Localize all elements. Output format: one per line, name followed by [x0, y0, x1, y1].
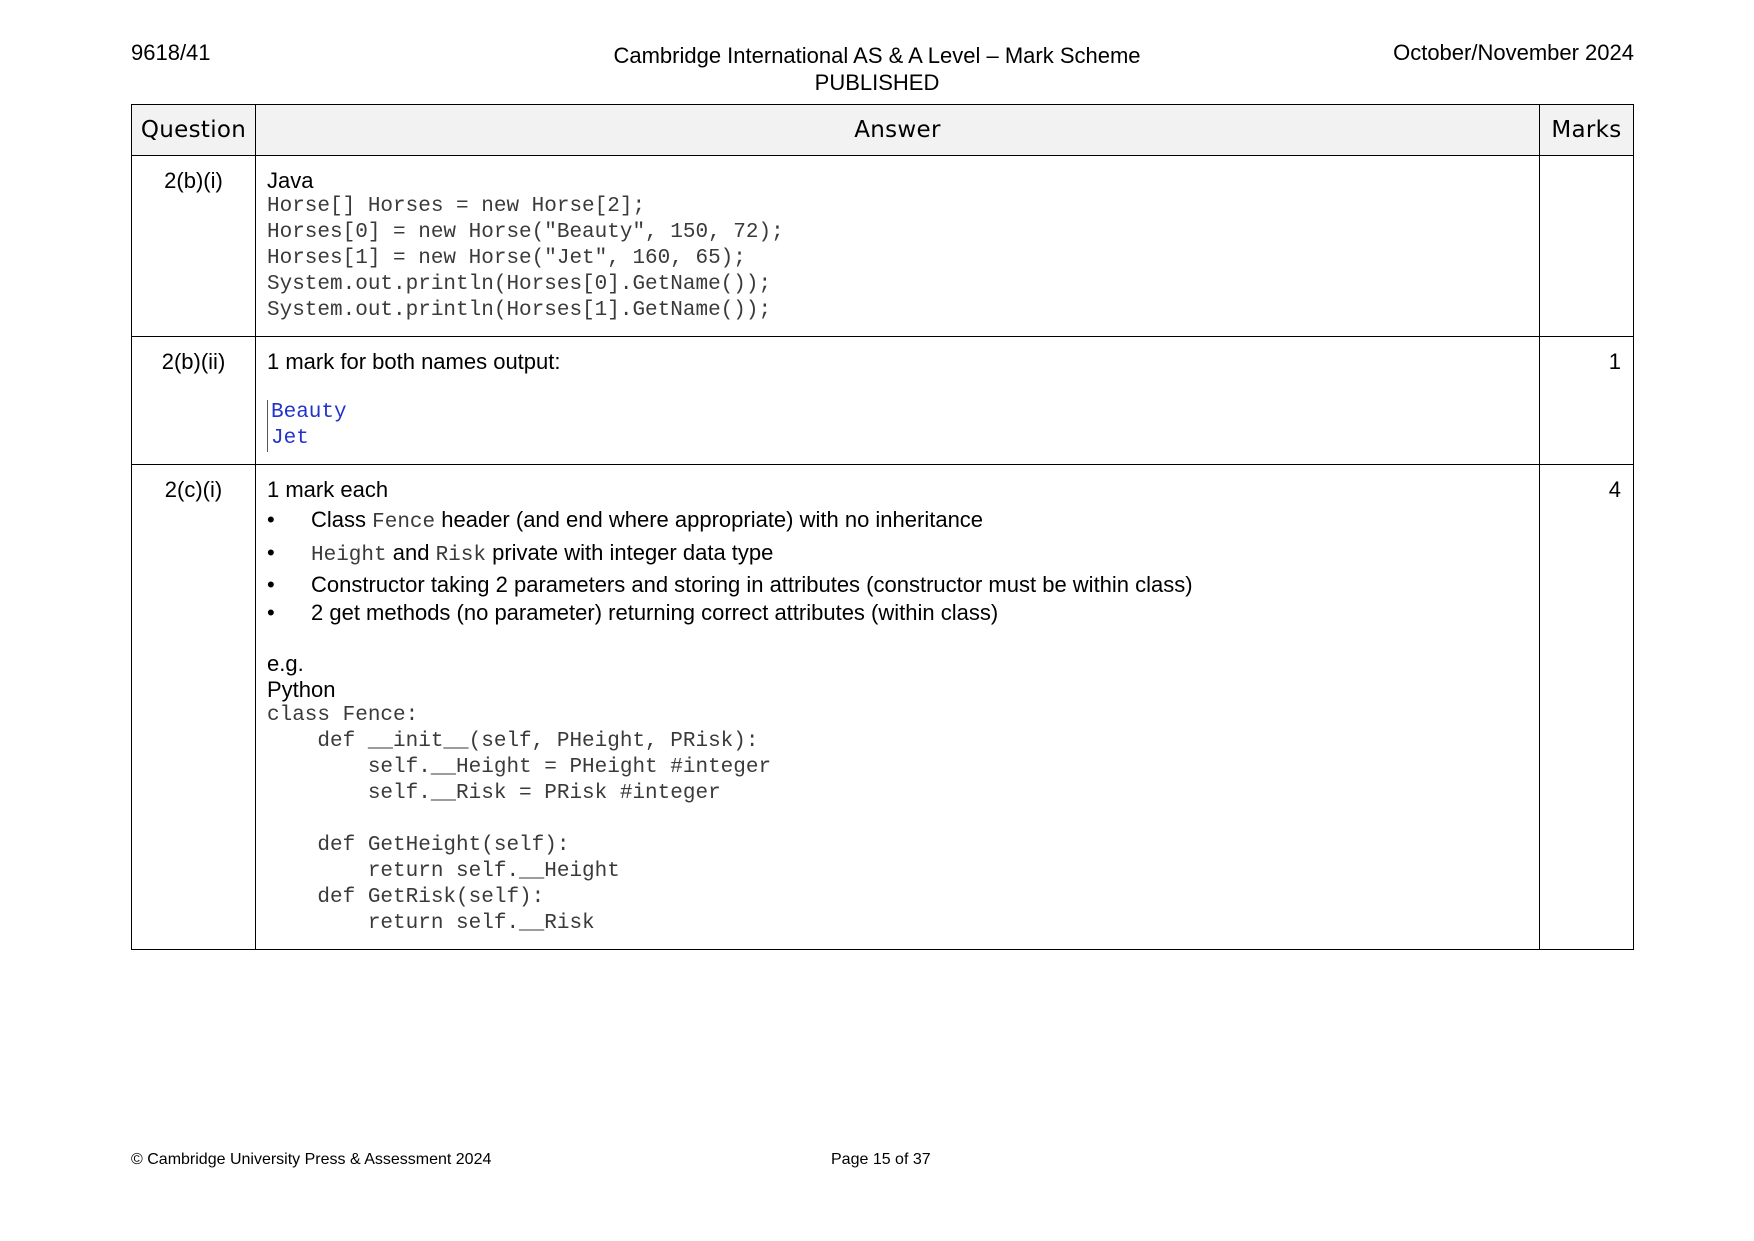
language-label: Python — [267, 677, 336, 702]
answer-cell — [256, 156, 1540, 337]
bullet-text: and — [386, 540, 436, 565]
code-line: def __init__(self, PHeight, PRisk): — [267, 730, 759, 753]
copyright-notice: © Cambridge University Press & Assessment 2024 — [131, 1151, 492, 1168]
code-line: Horse[] Horses = new Horse[2]; — [267, 195, 646, 218]
code-block — [267, 703, 1528, 937]
expected-output — [267, 400, 347, 452]
answer-column-header: Answer — [256, 105, 1540, 156]
bullet-text: header (and end where appropriate) with no inheritance — [435, 507, 984, 532]
question-column-header: Question — [132, 105, 256, 156]
published-label: PUBLISHED — [814, 70, 940, 95]
code-line: Horses[0] = new Horse("Beauty", 150, 72); — [267, 221, 784, 244]
code-line: return self.__Risk — [267, 912, 595, 935]
marks-cell: 4 — [1540, 465, 1634, 950]
list-item — [267, 571, 1528, 599]
question-number: 2(c)(i) — [132, 465, 256, 950]
bullet-text: private with integer data type — [485, 540, 774, 565]
paper-code: 9618/41 — [131, 40, 211, 65]
answer-cell — [256, 465, 1540, 950]
inline-code: Fence — [372, 511, 436, 534]
code-line: System.out.println(Horses[1].GetName()); — [267, 299, 772, 322]
marking-instruction: 1 mark for both names output: — [267, 349, 561, 374]
marks-column-header: Marks — [1540, 105, 1634, 156]
list-item — [267, 538, 1528, 571]
table-row — [132, 156, 1634, 337]
mark-point-list — [267, 505, 1528, 627]
code-line: def GetHeight(self): — [267, 834, 570, 857]
question-number: 2(b)(i) — [132, 156, 256, 337]
title-line: Cambridge International AS & A Level – Mark Scheme — [613, 43, 1141, 68]
table-header-row — [132, 105, 1634, 156]
code-line: System.out.println(Horses[0].GetName()); — [267, 273, 772, 296]
code-line: class Fence: — [267, 704, 419, 727]
inline-code: Risk — [435, 544, 486, 567]
output-line: Beauty — [271, 401, 347, 424]
table-row — [132, 337, 1634, 465]
marking-instruction: 1 mark each — [267, 477, 389, 502]
question-number: 2(b)(ii) — [132, 337, 256, 465]
table-row — [132, 465, 1634, 950]
answer-cell — [256, 337, 1540, 465]
marks-cell — [1540, 156, 1634, 337]
language-label: Java — [267, 168, 314, 193]
list-item — [267, 505, 1528, 538]
code-line: self.__Risk = PRisk #integer — [267, 782, 721, 805]
mark-scheme-table — [131, 104, 1634, 950]
inline-code: Height — [311, 544, 387, 567]
list-item — [267, 599, 1528, 627]
code-line: Horses[1] = new Horse("Jet", 160, 65); — [267, 247, 746, 270]
exam-session: October/November 2024 — [1393, 40, 1634, 65]
output-line: Jet — [271, 427, 309, 450]
page-number: Page 15 of 37 — [831, 1151, 931, 1168]
code-line: self.__Height = PHeight #integer — [267, 756, 772, 779]
code-line — [267, 807, 1528, 833]
bullet-text: 2 get methods (no parameter) returning correct attributes (within class) — [311, 600, 999, 625]
example-label: e.g. — [267, 651, 304, 676]
bullet-text: Class — [311, 507, 373, 532]
code-block — [267, 194, 1528, 324]
marks-cell: 1 — [1540, 337, 1634, 465]
code-line: def GetRisk(self): — [267, 886, 545, 909]
bullet-text: Constructor taking 2 parameters and storing in attributes (constructor must be within class) — [311, 572, 1193, 597]
code-line: return self.__Height — [267, 860, 620, 883]
